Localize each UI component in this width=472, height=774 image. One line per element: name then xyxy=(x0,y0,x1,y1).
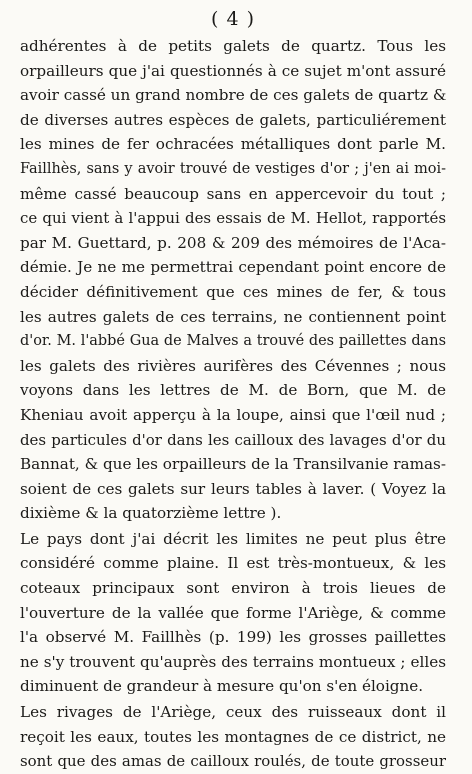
text-line: considéré comme plaine. Il est très-montueux, & les xyxy=(20,554,446,573)
text-line: avoir cassé un grand nombre de ces galets de quartz & xyxy=(20,86,446,105)
text-line: l'a observé M. Faillhès (p. 199) les grosses paillettes xyxy=(20,628,446,647)
text-line: Bannat, & que les orpailleurs de la Transilvanie ramas- xyxy=(20,455,446,474)
text-line: adhérentes à de petits galets de quartz. Tous les xyxy=(20,37,446,55)
text-line: ne s'y trouvent qu'auprès des terrains montueux ; elles xyxy=(20,652,446,671)
text-line: diminuent de grandeur à mesure qu'on s'en éloigne. xyxy=(20,677,424,696)
text-line: Les rivages de l'Ariège, ceux des ruisseaux dont il xyxy=(20,703,446,722)
text-line: sont que des amas de cailloux roulés, de toute grosseur xyxy=(20,752,446,771)
text-line: d'or. M. l'abbé Gua de Malves a trouvé des paillettes dans xyxy=(20,333,446,350)
text-line: décider définitivement que ces mines de fer, & tous xyxy=(20,282,446,301)
paragraph-2 xyxy=(20,527,446,699)
text-line: voyons dans les lettres de M. de Born, que M. de xyxy=(20,381,446,400)
text-line: dixième & la quatorzième lettre ). xyxy=(20,504,282,523)
text-line: de diverses autres espèces de galets, particuliérement xyxy=(20,110,446,129)
text-line: même cassé beaucoup sans en appercevoir du tout ; xyxy=(20,184,446,203)
text-line: reçoit les eaux, toutes les montagnes de ce district, ne xyxy=(20,727,446,746)
text-line: les galets des rivières aurifères des Cévennes ; nous xyxy=(20,356,446,375)
paragraph-3 xyxy=(20,700,446,774)
text-line: des particules d'or dans les cailloux des lavages d'or du xyxy=(20,430,446,449)
paragraph-1 xyxy=(20,34,446,526)
text-line: Faillhès, sans y avoir trouvé de vestiges d'or ; j'en ai moi- xyxy=(20,160,446,177)
text-line: démie. Je ne me permettrai cependant point encore de xyxy=(20,258,446,277)
text-line: orpailleurs que j'ai questionnés à ce sujet m'ont assuré xyxy=(20,61,446,80)
text-line: les autres galets de ces terrains, ne contiennent point xyxy=(20,307,446,326)
text-line: l'ouverture de la vallée que forme l'Ariège, & comme xyxy=(20,603,446,622)
text-line: Le pays dont j'ai décrit les limites ne peut plus être xyxy=(20,529,446,548)
text-line: coteaux principaux sont environ à trois lieues de xyxy=(20,579,446,598)
text-line: ce qui vient à l'appui des essais de M. Hellot, rapportés xyxy=(20,209,446,228)
text-line: Kheniau avoit apperçu à la loupe, ainsi que l'œil nud ; xyxy=(20,405,446,424)
text-line: les mines de fer ochracées métalliques dont parle M. xyxy=(20,135,446,154)
page-number: ( 4 ) xyxy=(211,8,255,30)
text-line: par M. Guettard, p. 208 & 209 des mémoires de l'Aca- xyxy=(20,233,446,252)
text-line: soient de ces galets sur leurs tables à laver. ( Voyez la xyxy=(20,479,446,498)
